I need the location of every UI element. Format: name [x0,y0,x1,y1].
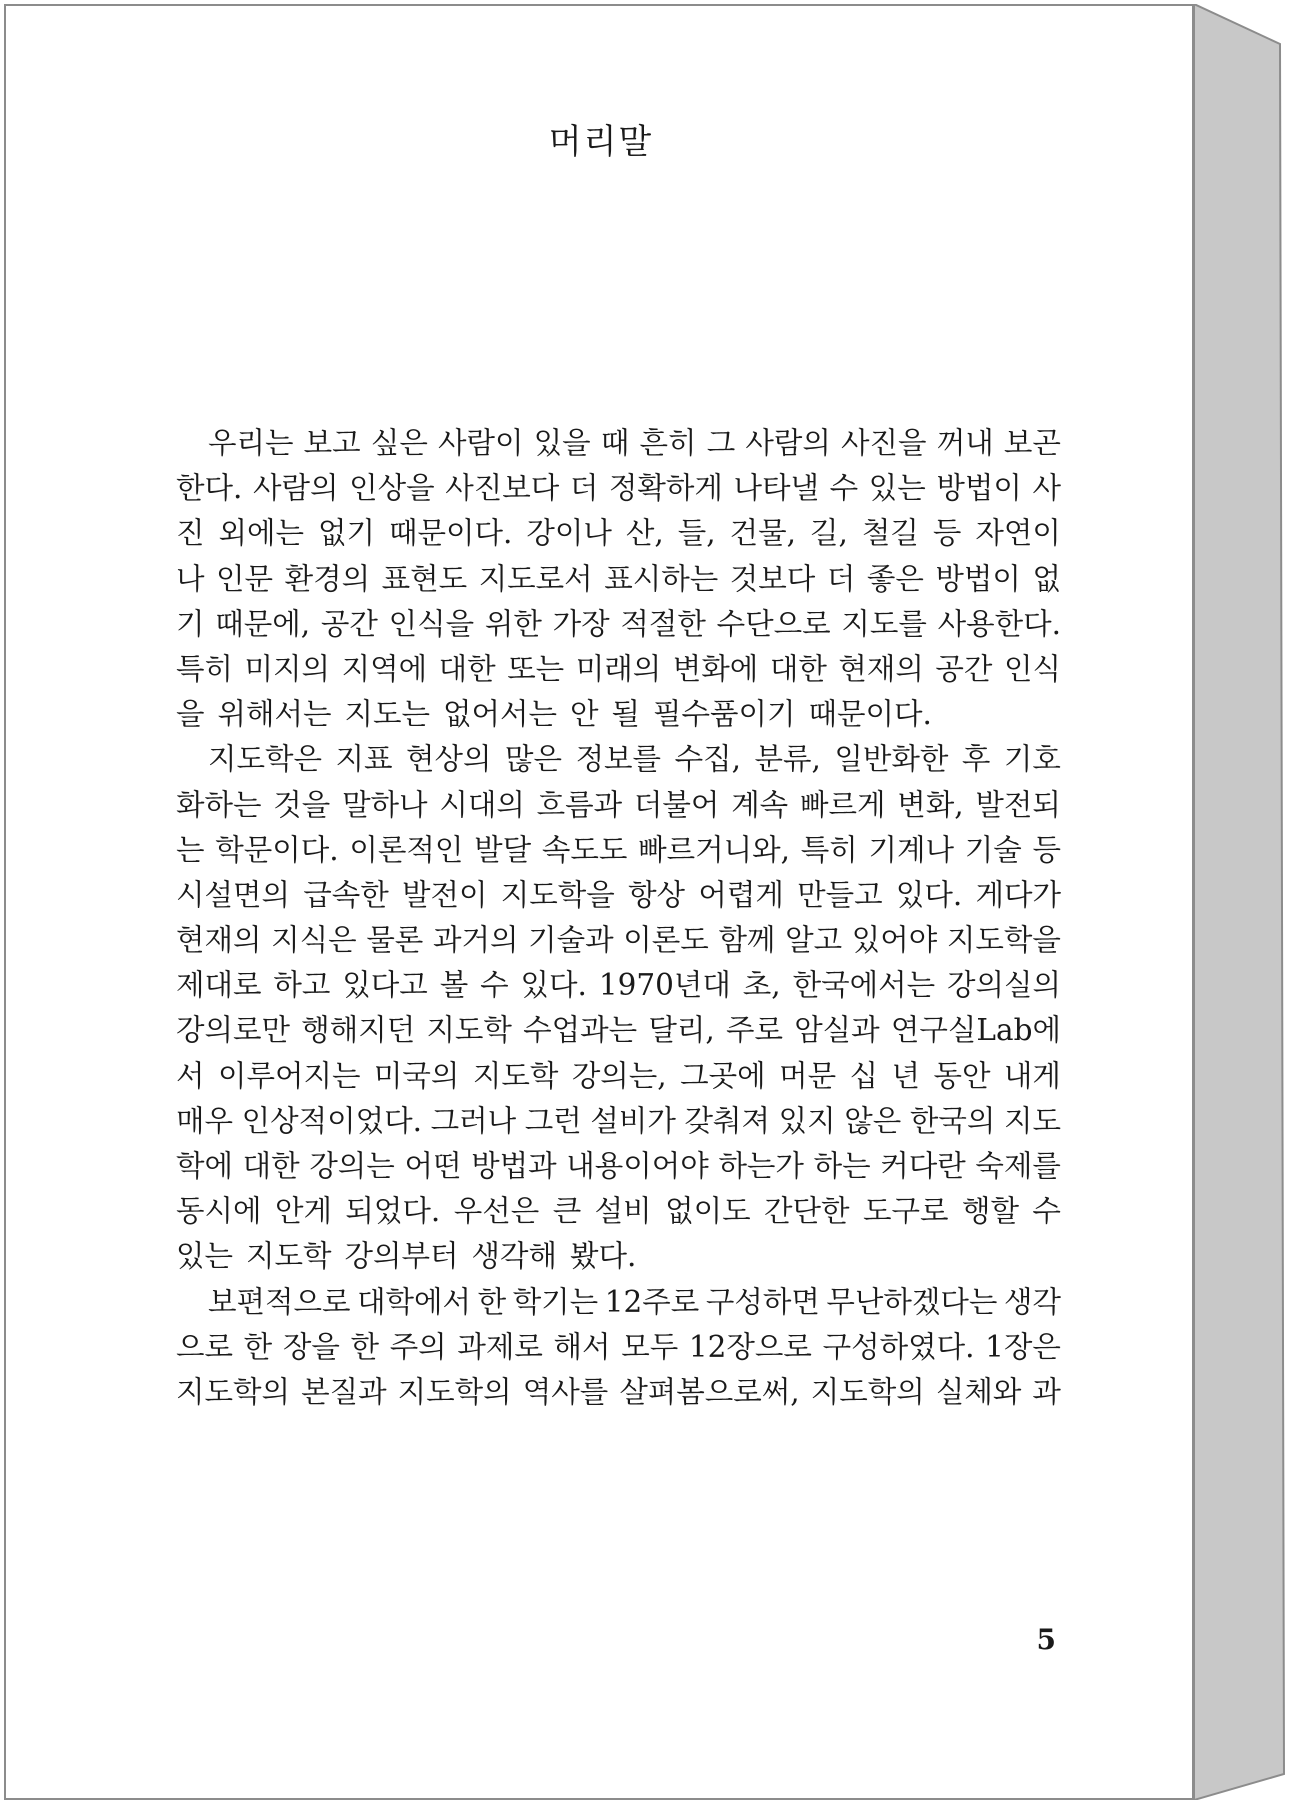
word: 안게 [274,1194,332,1229]
word: 강의는 [309,1149,395,1183]
word: 싶은 [370,426,428,460]
word: 외에는 [218,516,304,551]
word: 봤다. [570,1239,637,1274]
word: 들, [677,516,716,551]
word: 계속 [731,787,789,822]
word: 일반화한 [834,742,949,777]
text-line [176,1099,1061,1144]
word: 암실과 [794,1013,880,1048]
word: 더불어 [633,787,720,822]
word: 한 [350,1329,380,1364]
word: 없어서는 [443,697,557,732]
page-title: 머리말 [548,122,654,162]
text-line [176,602,1061,647]
word: 시설면의 [176,877,290,912]
word: 강이나 [526,516,612,551]
word: 지도학의 [176,1374,290,1409]
word: 빠르거니와, [638,832,790,867]
word: 해서 [553,1329,611,1364]
word: 내게 [1003,1058,1061,1093]
word: 지도학 [246,1239,332,1274]
word: 서 [176,1058,205,1093]
word: 미래의 [575,651,662,686]
word: 으로 [176,1329,233,1364]
word: 동안 [933,1058,991,1093]
word: 기호 [1003,742,1061,777]
word: 생각해 [471,1239,557,1274]
word: 강의실의 [946,968,1061,1003]
word: 지도는 [344,697,430,732]
word: 달리, [648,1013,715,1048]
word: 지도를 [841,606,927,641]
word: 방법이 [935,561,1021,596]
text-line [176,918,1061,963]
word: 한 [477,1284,507,1319]
body-text [176,421,1061,1415]
word: 지도학 [426,1013,512,1048]
word: 때 [600,426,630,460]
word: 사진을 [841,426,927,460]
word: 어렵게 [698,877,784,912]
word: 지도학은 [208,742,322,777]
word: 것보다 [729,561,816,596]
text-line [176,828,1061,873]
word: 이론적인 [349,832,464,867]
word: 그곳에 [680,1058,766,1093]
word: 지표 [335,742,393,777]
word: 만들고 [797,877,883,912]
word: 모두 [621,1329,679,1364]
word: 있지 [778,1103,836,1138]
word: 내용이어야 [566,1149,709,1183]
word: 한국에서는 [792,968,936,1003]
word: 지도학을 [946,923,1061,958]
word: 강의는, [571,1058,667,1093]
word: 공간 [320,606,378,641]
word: 속도도 [541,832,628,867]
word: 행해지던 [301,1013,416,1048]
word: 말하나 [342,787,428,822]
text-line [176,511,1061,556]
word: 또는 [507,651,565,686]
word: 그런 [524,1103,582,1138]
page [4,4,1194,1800]
word: 게다가 [975,877,1061,912]
word: 미국의 [373,1058,460,1093]
word: 미지의 [244,651,331,686]
word: 학기는 [512,1284,599,1319]
word: 강의로만 [176,1013,290,1048]
word: 가장 [552,606,610,641]
word: 무난하겠다는 [826,1284,998,1319]
word: 초, [742,968,781,1003]
word: 설비 [594,1194,652,1229]
word: 학문이다. [215,832,339,867]
word: 사람의 [252,471,339,506]
word: 환경의 [284,561,371,596]
word: 생각 [1003,1284,1061,1319]
word: 빠르게 [799,787,886,822]
word: 많은 [505,742,563,777]
word: 급속한 [303,877,389,912]
word: 보편적으로 [208,1284,351,1319]
word: 없이도 [665,1194,751,1229]
word: 숙제를 [975,1149,1061,1183]
word: 시대의 [439,787,525,822]
word: 꺼내 [936,426,994,460]
word: 수 [480,968,509,1003]
word: 발전되 [975,787,1061,822]
word: 매우 [176,1103,233,1138]
word: 특히 [800,832,858,867]
word: 흔히 [639,426,697,460]
text-line [176,1144,1061,1189]
word: 연구실Lab에 [890,1013,1061,1048]
word: 공간 [935,651,993,686]
word: 인상적이었다. [241,1103,422,1138]
word: 더 [569,471,599,506]
word: 철길 [861,516,919,551]
word: 이루어지는 [217,1058,361,1093]
word: 수 [829,471,859,506]
word: 사용한다. [937,606,1061,641]
word: 자연이 [975,516,1061,551]
word: 하고 [273,968,331,1003]
word: 건물, [729,516,796,551]
text-line [176,557,1061,602]
word: 갖춰져 [684,1103,770,1138]
word: 도구로 [863,1194,949,1229]
word: 특히 [176,651,233,686]
word: 현상의 [406,742,492,777]
word: 때문이다. [808,697,932,732]
word: 1장은 [985,1329,1061,1364]
word: 있는 [868,471,926,506]
word: 지도학의 [810,1374,925,1409]
word: 는 [176,832,205,867]
word: 위해서는 [217,697,332,732]
word: 화하는 [176,787,262,822]
word: 12장으로 [688,1329,812,1364]
word: 현재의 [838,651,924,686]
word: 머문 [779,1058,837,1093]
word: 기술과 [528,923,614,958]
word: 주의 [389,1329,447,1364]
word: 없 [1032,561,1061,596]
word: 대한 [438,651,496,686]
text-line [176,1234,1061,1279]
word: 동시에 [176,1194,262,1229]
word: 때문이다. [389,516,513,551]
word: 있을 [533,426,591,460]
word: 좋은 [866,561,924,596]
word: 안 [570,697,599,732]
word: 그 [706,426,736,460]
word: 지도로서 [478,561,593,596]
text-line [176,647,1061,692]
word: 우리는 [208,426,294,460]
word: 실체와 [935,1374,1022,1409]
word: 항상 [628,877,686,912]
word: 후 [961,742,991,777]
text-line [176,421,1061,466]
word: 표현도 [381,561,468,596]
word: 볼 [439,968,469,1003]
word: 어떤 [404,1149,462,1183]
word: 나 [176,561,205,596]
text-line [176,1008,1061,1053]
word: 과 [1032,1374,1061,1409]
word: 인문 [216,561,274,596]
word: 기 [176,606,205,641]
word: 을 [176,697,205,732]
word: 본질과 [301,1374,387,1409]
word: 보고 [303,426,361,460]
text-line [176,1189,1061,1234]
word: 분류, [754,742,821,777]
page-number: 5 [1036,1623,1056,1656]
word: 구성하면 [705,1284,820,1319]
text-line [176,1054,1061,1099]
word: 구성하였다. [822,1329,975,1364]
word: 지역에 [341,651,428,686]
word: 등 [932,516,962,551]
word: 수 [1032,1194,1061,1229]
word: 발전이 [402,877,488,912]
word: 수업과는 [523,1013,638,1048]
word: 방법이 [936,471,1022,506]
word: 사 [1032,471,1061,506]
word: 한다. [176,471,243,506]
word: 등 [1032,832,1061,867]
text-line [176,692,1061,737]
word: 대한 [242,1149,300,1183]
word: 변화에 [672,651,759,686]
word: 수단으로 [716,606,831,641]
word: 대학에서 [357,1284,472,1319]
word: 있다. [895,877,963,912]
page-edge-shadow [1194,4,1288,1800]
word: 이론도 [623,923,709,958]
word: 설비가 [590,1103,676,1138]
word: 방법과 [471,1149,557,1183]
word: 정보를 [575,742,662,777]
word: 주로 [725,1013,783,1048]
text-line [176,963,1061,1008]
word: 살펴봄으로써, [619,1374,800,1409]
word: 큰 [552,1194,582,1229]
word: 때문에, [215,606,311,641]
word: 있어야 [851,923,938,958]
word: 위한 [484,606,542,641]
word: 될 [611,697,640,732]
word: 더 [826,561,856,596]
word: 그러나 [430,1103,517,1138]
word: 없기 [318,516,375,551]
text-line [176,1370,1061,1415]
word: 강의부터 [344,1239,459,1274]
word: 나타낼 [733,471,820,506]
word: 인식을 [388,606,475,641]
word: 것을 [273,787,331,822]
word: 발달 [474,832,532,867]
word: 행할 [961,1194,1019,1229]
word: 있는 [176,1239,233,1274]
word: 하는가 [718,1149,804,1183]
text-line [176,737,1061,782]
word: 필수품이기 [653,697,796,732]
word: 기계나 [868,832,954,867]
word: 현재의 [176,923,262,958]
word: 과거의 [432,923,519,958]
word: 산, [625,516,664,551]
word: 년 [891,1058,920,1093]
word: 장을 [282,1329,340,1364]
word: 간단한 [764,1194,850,1229]
word: 한국의 [909,1103,996,1138]
word: 기술 [964,832,1022,867]
word: 알고 [785,923,843,958]
word: 하는 [813,1149,871,1183]
word: 과제로 [457,1329,543,1364]
word: 지도학을 [500,877,615,912]
word: 흐름과 [536,787,623,822]
word: 변화, [897,787,964,822]
word: 인상을 [349,471,435,506]
word: 되었다. [345,1194,441,1229]
text-line [176,1280,1061,1325]
word: 사람의 [745,426,831,460]
word: 한 [243,1329,273,1364]
word: 표시하는 [604,561,719,596]
word: 수집, [674,742,741,777]
word: 있다고 [342,968,428,1003]
word: 않은 [844,1103,902,1138]
text-line [176,873,1061,918]
word: 지도학의 [397,1374,512,1409]
word: 지식은 [271,923,357,958]
word: 사진보다 [445,471,560,506]
word: 학에 [176,1149,233,1183]
text-line [176,1325,1061,1370]
word: 정확하게 [608,471,723,506]
word: 있다. [520,968,587,1003]
word: 물론 [366,923,424,958]
word: 진 [176,516,205,551]
word: 커다란 [880,1149,966,1183]
word: 함께 [718,923,776,958]
word: 길, [810,516,848,551]
word: 지도 [1003,1103,1061,1138]
word: 인식 [1003,651,1061,686]
word: 십 [849,1058,879,1093]
word: 대한 [769,651,827,686]
word: 보곤 [1003,426,1061,460]
word: 적절한 [620,606,706,641]
word: 제대로 [176,968,262,1003]
text-line [176,466,1061,511]
word: 12주로 [604,1284,700,1319]
word: 지도학 [472,1058,559,1093]
word: 역사를 [522,1374,609,1409]
word: 사람이 [438,426,524,460]
text-line [176,783,1061,828]
word: 1970년대 [598,968,731,1003]
word: 우선은 [453,1194,540,1229]
